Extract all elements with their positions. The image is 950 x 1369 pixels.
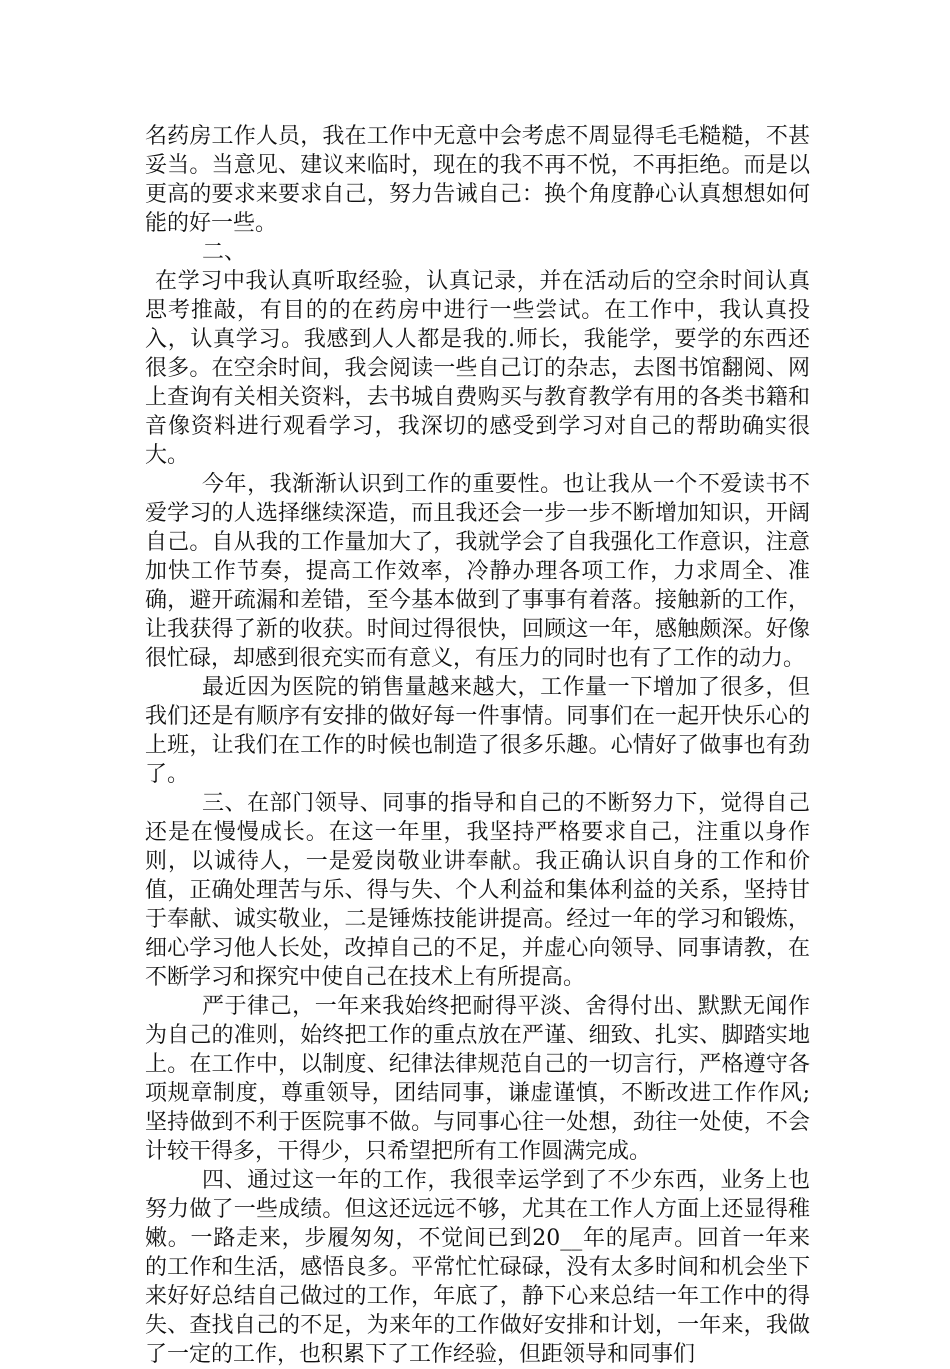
document-body (145, 122, 810, 1369)
paragraph-section-four: 四、通过这一年的工作，我很幸运学到了不少东西，业务上也努力做了一些成绩。但这还远远不够，尤其在工作人方面上还显得稚嫩。一路走来，步履匆匆，不觉间已到20__年的尾声。回首一年来的工作和生活，感悟良多。平常忙忙碌碌，没有太多时间和机会坐下来好好总结自己做过的工作，年底了，静下心来总结一年工作中的得失、查找自己的不足，为来年的工作做好安排和计划，一年来，我做了一定的工作，也积累下了工作经验，但距领导和同事们 (145, 1168, 810, 1367)
paragraph-continuation: 名药房工作人员，我在工作中无意中会考虑不周显得毛毛糙糙，不甚妥当。当意见、建议来临时，现在的我不再不悦，不再拒绝。而是以更高的要求来要求自己，努力告诫自己：换个角度静心认真想想如何能的好一些。 (145, 124, 810, 236)
paragraph-section-three: 三、在部门领导、同事的指导和自己的不断努力下，觉得自己还是在慢慢成长。在这一年里，我坚持严格要求自己，注重以身作则，以诚待人，一是爱岗敬业讲奉献。我正确认识自身的工作和价值，正确处理苦与乐、得与失、个人利益和集体利益的关系，坚持甘于奉献、诚实敬业，二是锤炼技能讲提高。经过一年的学习和锻炼，细心学习他人长处，改掉自己的不足，并虚心向领导、同事请教，在不断学习和探究中使自己在技术上有所提高。 (145, 791, 810, 990)
paragraph-this-year: 今年，我渐渐认识到工作的重要性。也让我从一个不爱读书不爱学习的人选择继续深造，而且我还会一步一步不断增加知识，开阔自己。自从我的工作量加大了，我就学会了自我强化工作意识，注意加快工作节奏，提高工作效率，冷静办理各项工作，力求周全、准确，避开疏漏和差错，至今基本做到了事事有着落。接触新的工作，让我获得了新的收获。时间过得很快，回顾这一年，感触颇深。好像很忙碌，却感到很充实而有意义，有压力的同时也有了工作的动力。 (145, 472, 810, 671)
section-heading-two: 二、 (202, 240, 247, 265)
paragraph-self-discipline: 严于律己，一年来我始终把耐得平淡、舍得付出、默默无闻作为自己的准则，始终把工作的重点放在严谨、细致、扎实、脚踏实地上。在工作中，以制度、纪律法律规范自己的一切言行，严格遵守各项规章制度，尊重领导，团结同事，谦虚谨慎，不断改进工作作风;坚持做到不利于医院事不做。与同事心往一处想，劲往一处使，不会计较干得多，干得少，只希望把所有工作圆满完成。 (145, 994, 810, 1164)
paragraph-workload: 最近因为医院的销售量越来越大，工作量一下增加了很多，但我们还是有顺序有安排的做好每一件事情。同事们在一起开快乐心的上班，让我们在工作的时候也制造了很多乐趣。心情好了做事也有劲了。 (145, 675, 810, 787)
paragraph-learning: 在学习中我认真听取经验，认真记录，并在活动后的空余时间认真思考推敲，有目的的在药房中进行一些尝试。在工作中，我认真投入，认真学习。我感到人人都是我的.师长，我能学，要学的东西还很多。在空余时间，我会阅读一些自己订的杂志，去图书馆翻阅、网上查询有关相关资料，去书城自费购买与教育教学有用的各类书籍和音像资料进行观看学习，我深切的感受到学习对自己的帮助确实很大。 (145, 269, 810, 468)
